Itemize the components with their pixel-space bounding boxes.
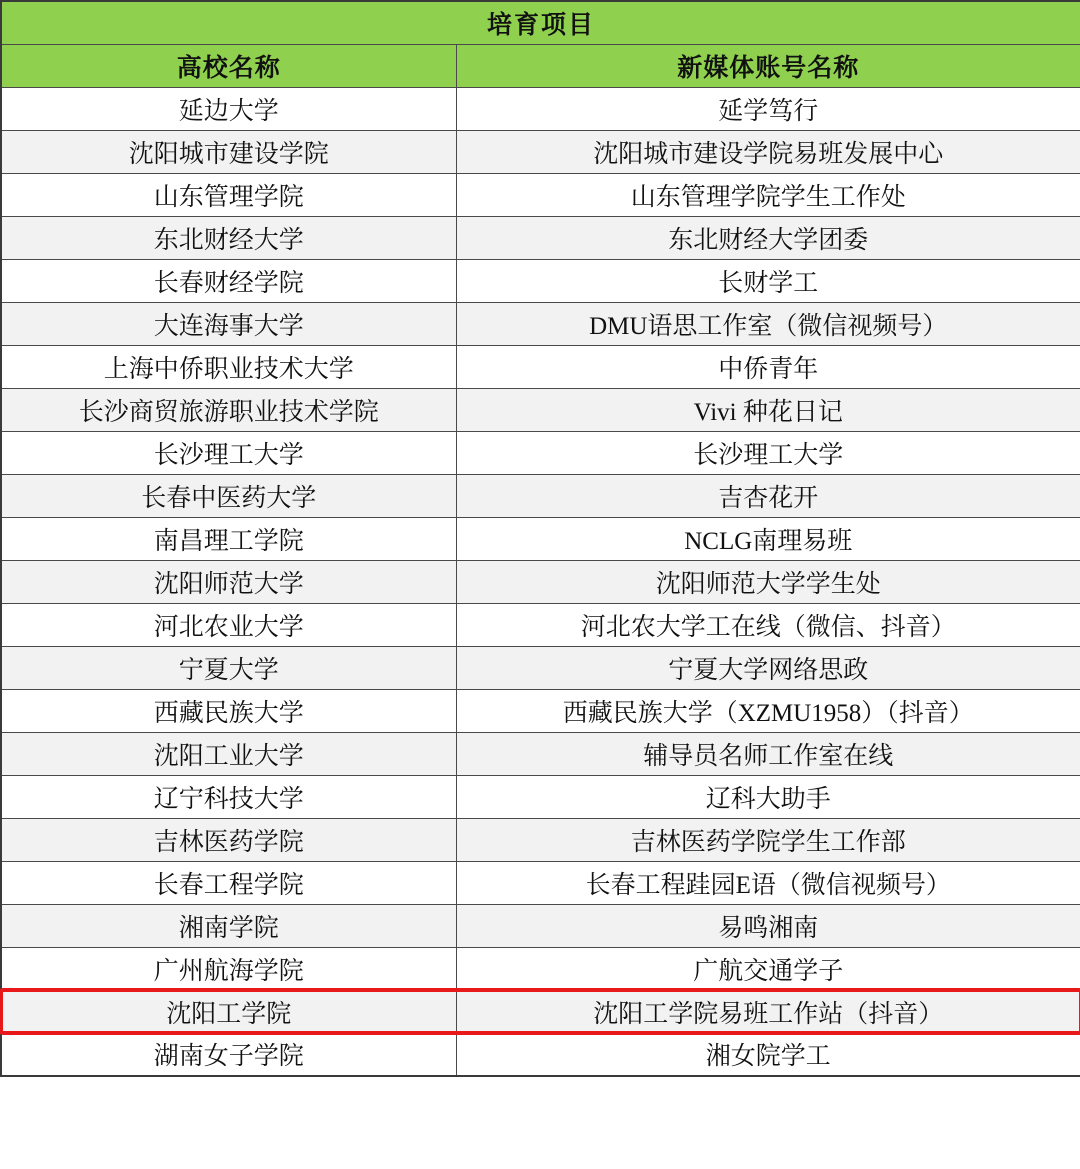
cell-account-name: 东北财经大学团委 [456,216,1080,259]
table-row [1,689,1080,732]
cell-school-name: 沈阳工业大学 [1,732,456,775]
cell-school-name: 河北农业大学 [1,603,456,646]
cell-account-name: 宁夏大学网络思政 [456,646,1080,689]
table-row [1,302,1080,345]
cell-account-name: 辅导员名师工作室在线 [456,732,1080,775]
cell-account-name: 沈阳工学院易班工作站（抖音） [456,990,1080,1033]
table-row [1,431,1080,474]
cell-school-name: 湖南女子学院 [1,1033,456,1076]
column-header-account: 新媒体账号名称 [456,44,1080,87]
cell-account-name: 广航交通学子 [456,947,1080,990]
cell-account-name: NCLG南理易班 [456,517,1080,560]
cell-account-name: 易鸣湘南 [456,904,1080,947]
table-row [1,904,1080,947]
cell-school-name: 沈阳城市建设学院 [1,130,456,173]
table-row [1,947,1080,990]
cell-school-name: 长春中医药大学 [1,474,456,517]
cell-account-name: 吉杏花开 [456,474,1080,517]
table-row [1,560,1080,603]
cell-account-name: 西藏民族大学（XZMU1958）（抖音） [456,689,1080,732]
cell-account-name: 长春工程跬园E语（微信视频号） [456,861,1080,904]
column-header-school: 高校名称 [1,44,456,87]
table-row [1,216,1080,259]
table-row [1,603,1080,646]
cell-school-name: 宁夏大学 [1,646,456,689]
cell-school-name: 东北财经大学 [1,216,456,259]
table-row [1,259,1080,302]
table-row [1,732,1080,775]
table-row [1,517,1080,560]
cell-school-name: 广州航海学院 [1,947,456,990]
table-row [1,775,1080,818]
cell-school-name: 吉林医药学院 [1,818,456,861]
table-row [1,1033,1080,1076]
cell-school-name: 沈阳师范大学 [1,560,456,603]
cell-account-name: Vivi 种花日记 [456,388,1080,431]
cell-account-name: 中侨青年 [456,345,1080,388]
table-row [1,388,1080,431]
table-row [1,87,1080,130]
cell-school-name: 南昌理工学院 [1,517,456,560]
cell-school-name: 上海中侨职业技术大学 [1,345,456,388]
table-row [1,646,1080,689]
cell-school-name: 长沙商贸旅游职业技术学院 [1,388,456,431]
table-title-row [1,1,1080,44]
page-title: 培育项目 [1,1,1080,44]
cell-account-name: 河北农大学工在线（微信、抖音） [456,603,1080,646]
cell-account-name: 辽科大助手 [456,775,1080,818]
cell-account-name: 延学笃行 [456,87,1080,130]
cell-account-name: 长财学工 [456,259,1080,302]
table-row [1,818,1080,861]
cell-account-name: 湘女院学工 [456,1033,1080,1076]
cell-school-name: 山东管理学院 [1,173,456,216]
cell-account-name: DMU语思工作室（微信视频号） [456,302,1080,345]
cell-account-name: 山东管理学院学生工作处 [456,173,1080,216]
table-row [1,130,1080,173]
cell-school-name: 沈阳工学院 [1,990,456,1033]
table-header-row [1,44,1080,87]
cell-school-name: 西藏民族大学 [1,689,456,732]
cell-account-name: 吉林医药学院学生工作部 [456,818,1080,861]
cell-school-name: 湘南学院 [1,904,456,947]
cell-school-name: 长春财经学院 [1,259,456,302]
table-row [1,345,1080,388]
table-row [1,990,1080,1033]
cell-school-name: 长沙理工大学 [1,431,456,474]
cell-school-name: 长春工程学院 [1,861,456,904]
cell-account-name: 长沙理工大学 [456,431,1080,474]
cell-account-name: 沈阳城市建设学院易班发展中心 [456,130,1080,173]
table-row [1,861,1080,904]
cell-account-name: 沈阳师范大学学生处 [456,560,1080,603]
cell-school-name: 辽宁科技大学 [1,775,456,818]
table-row [1,474,1080,517]
table-row [1,173,1080,216]
cell-school-name: 大连海事大学 [1,302,456,345]
cell-school-name: 延边大学 [1,87,456,130]
